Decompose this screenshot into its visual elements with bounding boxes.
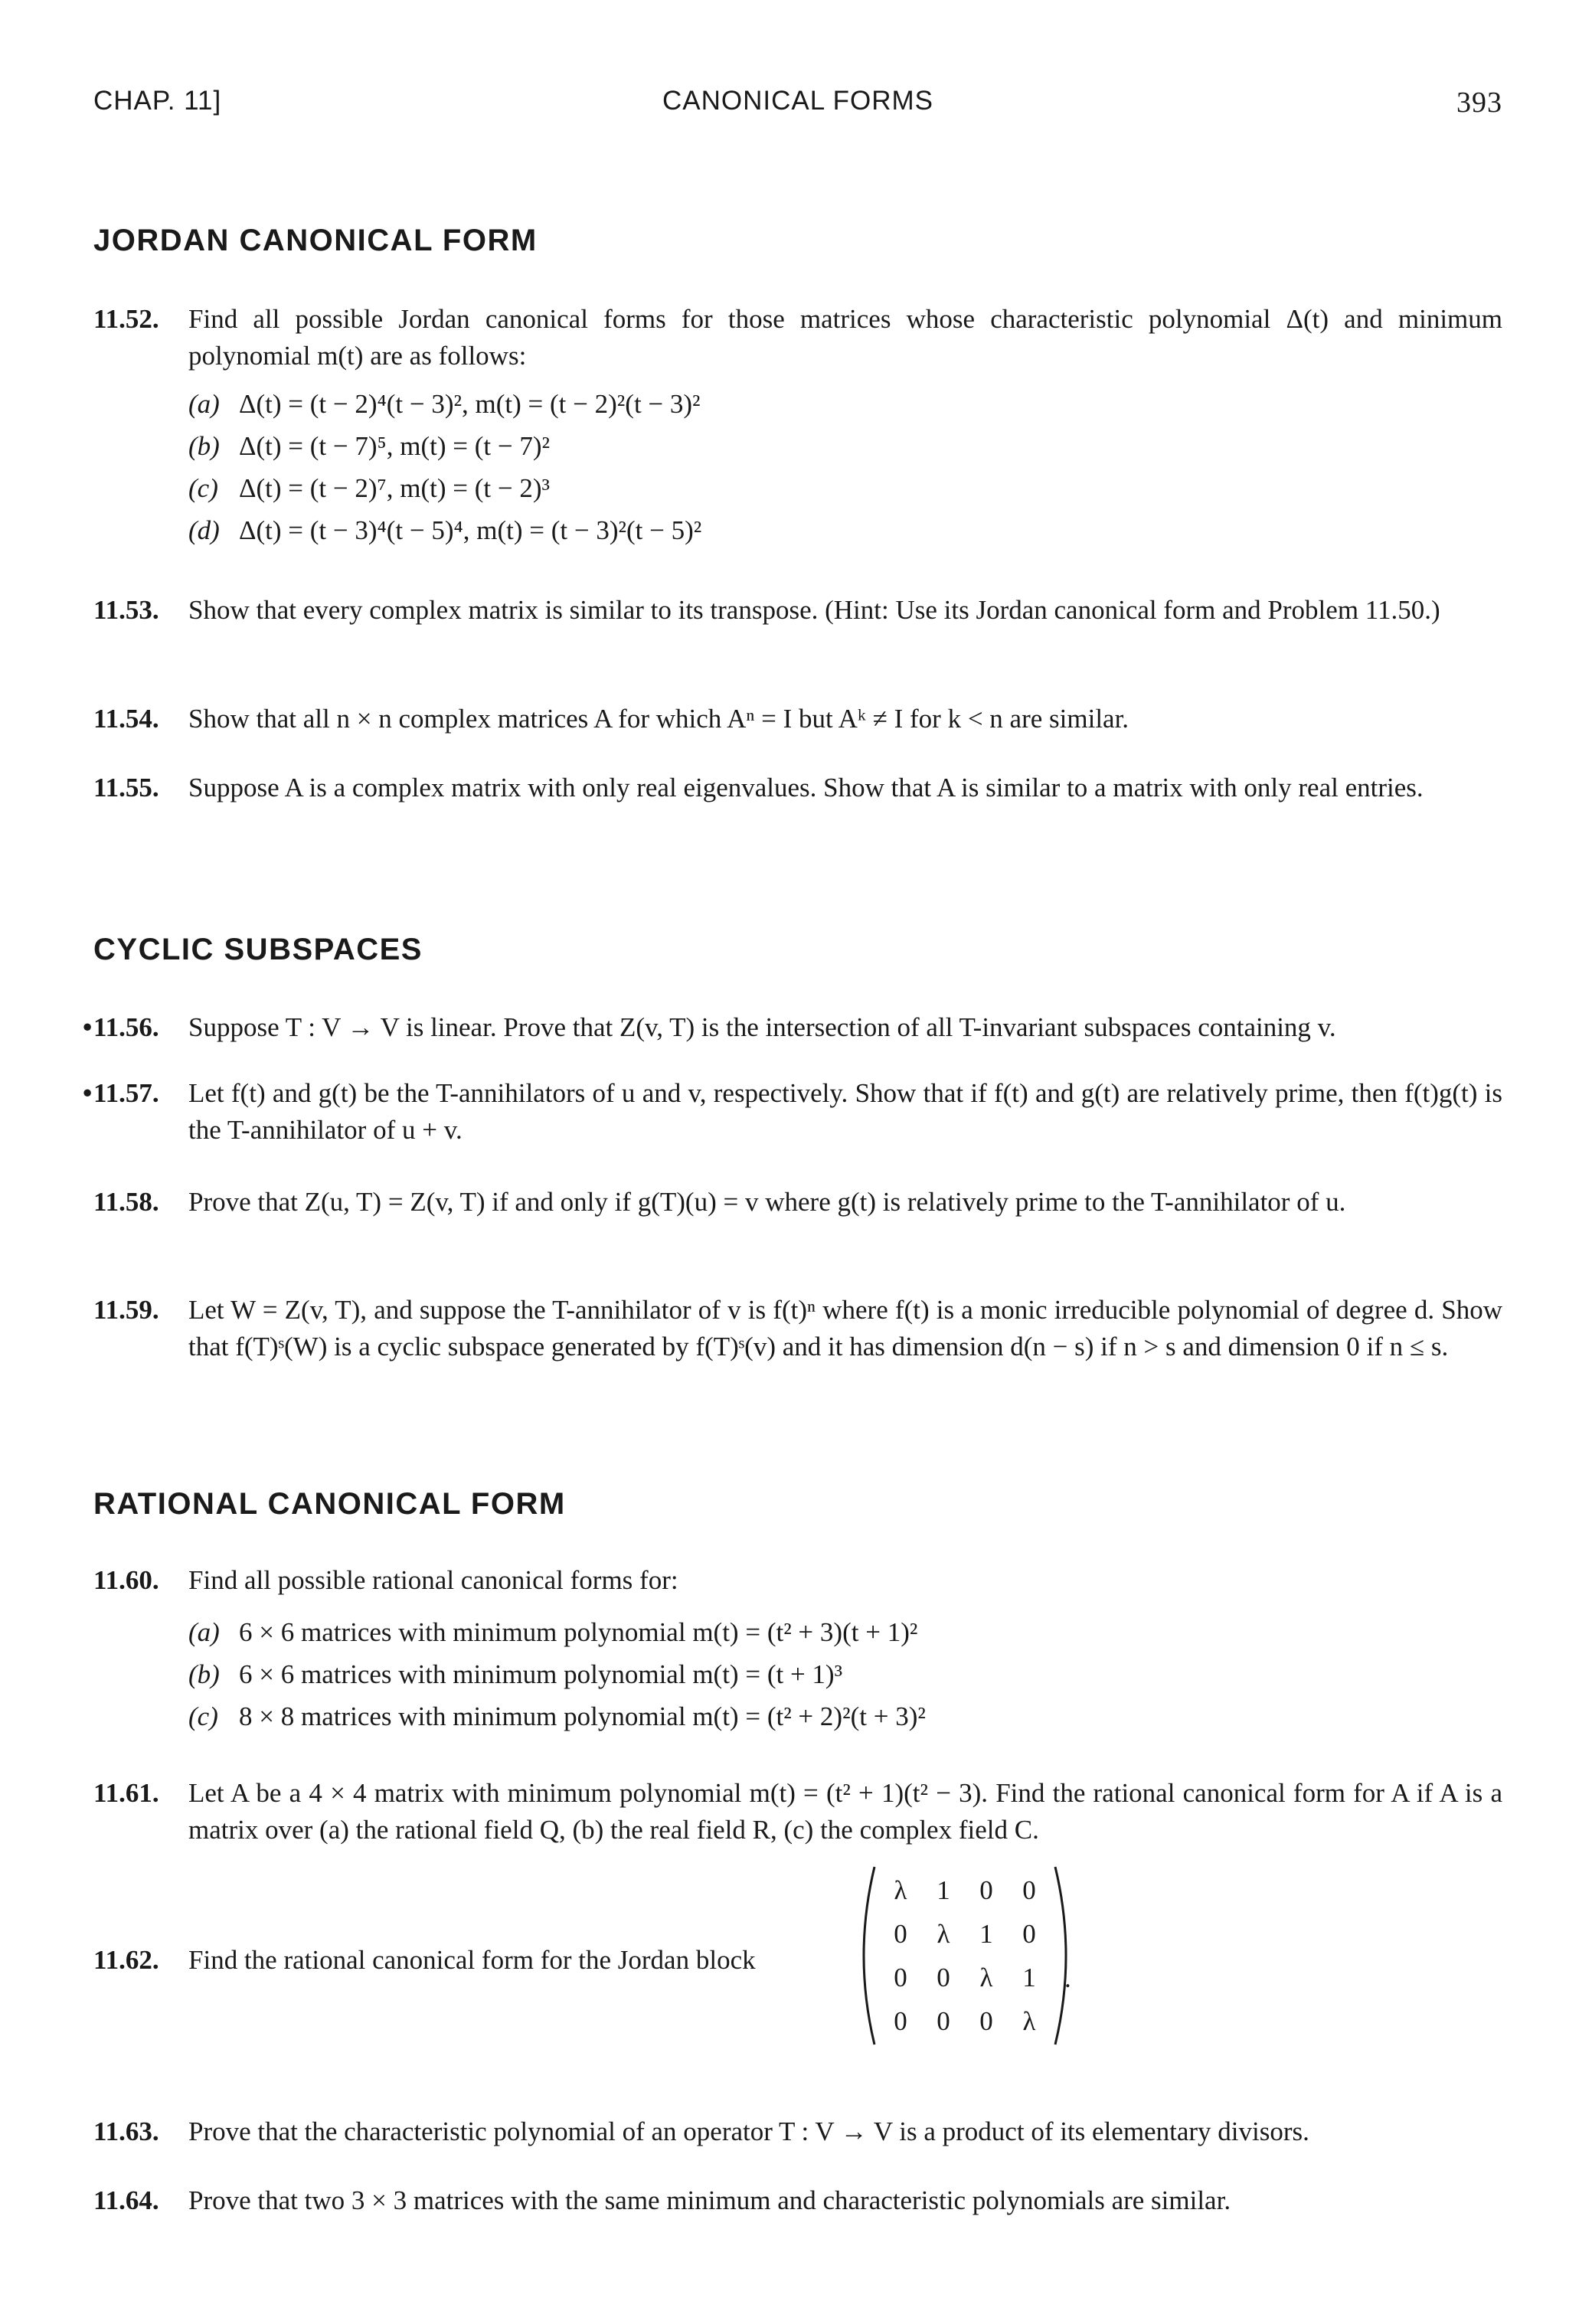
matrix-entry: 1	[1022, 1962, 1036, 1992]
matrix-entry: 0	[937, 2005, 950, 2036]
matrix-entry: 1	[979, 1918, 993, 1949]
problem-11-53	[93, 592, 1502, 629]
part-a	[188, 1611, 926, 1653]
problem-11-56	[83, 1009, 1502, 1046]
part-c	[188, 467, 701, 509]
part-c	[188, 1695, 926, 1737]
matrix-entry: λ	[894, 1875, 907, 1905]
problem-number: 11.55.	[93, 773, 159, 802]
starred-bullet: •	[83, 1012, 93, 1042]
problem-11-59	[93, 1292, 1502, 1365]
problem-number: 11.63.	[93, 2116, 159, 2146]
problem-text: Show that all n × n complex matrices A for which Aⁿ = I but Aᵏ ≠ I for k < n are similar.	[188, 704, 1129, 734]
problem-text: Find all possible Jordan canonical forms for those matrices whose characteristic polynomial Δ(t) and minimum polynomial m(t) are as follows:	[188, 304, 1502, 371]
problem-number: 11.54.	[93, 704, 159, 734]
problem-number: 11.59.	[93, 1295, 159, 1325]
part-text: 6 × 6 matrices with minimum polynomial m(t) = (t² + 3)(t + 1)²	[239, 1617, 918, 1647]
part-label: (d)	[188, 515, 220, 545]
problem-text: Show that every complex matrix is similar to its transpose. (Hint: Use its Jordan canonical form and Problem 11.50.)	[188, 595, 1440, 625]
problem-11-57	[83, 1075, 1502, 1149]
part-label: (a)	[188, 389, 220, 419]
part-d	[188, 509, 701, 551]
problem-11-62	[93, 1942, 859, 1979]
problem-11-63	[93, 2113, 1502, 2150]
problem-11-54	[93, 701, 1502, 737]
problem-number: 11.56.	[93, 1012, 159, 1042]
part-label: (c)	[188, 473, 218, 503]
matrix-entry: 0	[979, 1875, 993, 1905]
problem-text: Let A be a 4 × 4 matrix with minimum polynomial m(t) = (t² + 1)(t² − 3). Find the rational canonical form for A if A is a matrix over (a) the rational field Q, (b) the real field R, (c) the complex field C.	[188, 1778, 1502, 1845]
matrix-entry: 0	[1022, 1918, 1036, 1949]
problem-text: Prove that the characteristic polynomial of an operator T : V → V is a product of its elementary divisors.	[188, 2116, 1309, 2146]
part-b	[188, 425, 701, 467]
problem-text: Suppose T : V → V is linear. Prove that Z(v, T) is the intersection of all T-invariant subspaces containing v.	[188, 1012, 1336, 1042]
jordan-block-matrix	[858, 1864, 1087, 2048]
problem-11-52-parts	[188, 383, 701, 551]
problem-text: Suppose A is a complex matrix with only real eigenvalues. Show that A is similar to a matrix with only real entries.	[188, 773, 1424, 802]
section-heading-rational: RATIONAL CANONICAL FORM	[93, 1487, 566, 1521]
part-text: Δ(t) = (t − 3)⁴(t − 5)⁴, m(t) = (t − 3)²(t − 5)²	[239, 515, 702, 545]
section-heading-cyclic: CYCLIC SUBSPACES	[93, 933, 423, 966]
part-b	[188, 1653, 926, 1695]
problem-number: 11.64.	[93, 2185, 159, 2215]
problem-11-52	[93, 301, 1502, 374]
part-text: Δ(t) = (t − 2)⁴(t − 3)², m(t) = (t − 2)²(t − 3)²	[239, 389, 701, 419]
problem-number: 11.62.	[93, 1945, 159, 1975]
problem-11-58	[93, 1184, 1502, 1221]
problem-number: 11.57.	[93, 1078, 159, 1108]
matrix-entry: 0	[894, 1918, 907, 1949]
problem-number: 11.52.	[93, 304, 159, 334]
chapter-label: CHAP. 11]	[93, 86, 222, 116]
problem-number: 11.60.	[93, 1565, 159, 1595]
part-label: (b)	[188, 431, 220, 461]
part-label: (a)	[188, 1617, 220, 1647]
part-label: (b)	[188, 1659, 220, 1689]
part-text: Δ(t) = (t − 2)⁷, m(t) = (t − 2)³	[239, 473, 551, 503]
problem-text: Prove that Z(u, T) = Z(v, T) if and only if g(T)(u) = v where g(t) is relatively prime to the T-annihilator of u.	[188, 1187, 1346, 1217]
part-text: Δ(t) = (t − 7)⁵, m(t) = (t − 7)²	[239, 431, 551, 461]
chapter-title: CANONICAL FORMS	[662, 86, 933, 116]
matrix-entry: 0	[937, 1962, 950, 1992]
matrix-entry: 0	[1022, 1875, 1036, 1905]
problem-11-64	[93, 2182, 1502, 2219]
matrix-entry: λ	[937, 1918, 950, 1949]
problem-11-60	[93, 1562, 1502, 1599]
part-label: (c)	[188, 1701, 218, 1731]
part-a	[188, 383, 701, 425]
starred-bullet: •	[83, 1078, 93, 1108]
section-heading-jordan: JORDAN CANONICAL FORM	[93, 224, 538, 257]
problem-number: 11.58.	[93, 1187, 159, 1217]
part-text: 6 × 6 matrices with minimum polynomial m(t) = (t + 1)³	[239, 1659, 843, 1689]
problem-text: Let W = Z(v, T), and suppose the T-annihilator of v is f(t)ⁿ where f(t) is a monic irreducible polynomial of degree d. Show that f(T)ˢ(W) is a cyclic subspace generated by f(T)ˢ(v) and it has dimension d(n − s) if n > s and dimension 0 if n ≤ s.	[188, 1295, 1502, 1361]
problem-11-61	[93, 1775, 1502, 1848]
problem-text: Find the rational canonical form for the Jordan block	[188, 1945, 756, 1975]
problem-number: 11.53.	[93, 595, 159, 625]
problem-11-55	[93, 770, 1502, 806]
problem-number: 11.61.	[93, 1778, 159, 1808]
matrix-entry: λ	[979, 1962, 993, 1992]
page-number: 393	[1456, 87, 1502, 119]
matrix-entry: 0	[979, 2005, 993, 2036]
matrix-entries	[879, 1868, 1051, 2043]
matrix-entry: 0	[894, 2005, 907, 2036]
problem-text: Prove that two 3 × 3 matrices with the same minimum and characteristic polynomials are similar.	[188, 2185, 1231, 2215]
problem-text: Let f(t) and g(t) be the T-annihilators of u and v, respectively. Show that if f(t) and g(t) are relatively prime, then f(t)g(t) is the T-annihilator of u + v.	[188, 1078, 1502, 1145]
matrix-entry: 1	[937, 1875, 950, 1905]
problem-text: Find all possible rational canonical forms for:	[188, 1565, 678, 1595]
running-head	[93, 86, 1502, 132]
part-text: 8 × 8 matrices with minimum polynomial m(t) = (t² + 2)²(t + 3)²	[239, 1701, 926, 1731]
matrix-entry: 0	[894, 1962, 907, 1992]
matrix-period: .	[1064, 1963, 1071, 1993]
problem-11-60-parts	[188, 1611, 926, 1737]
matrix-entry: λ	[1022, 2005, 1036, 2036]
